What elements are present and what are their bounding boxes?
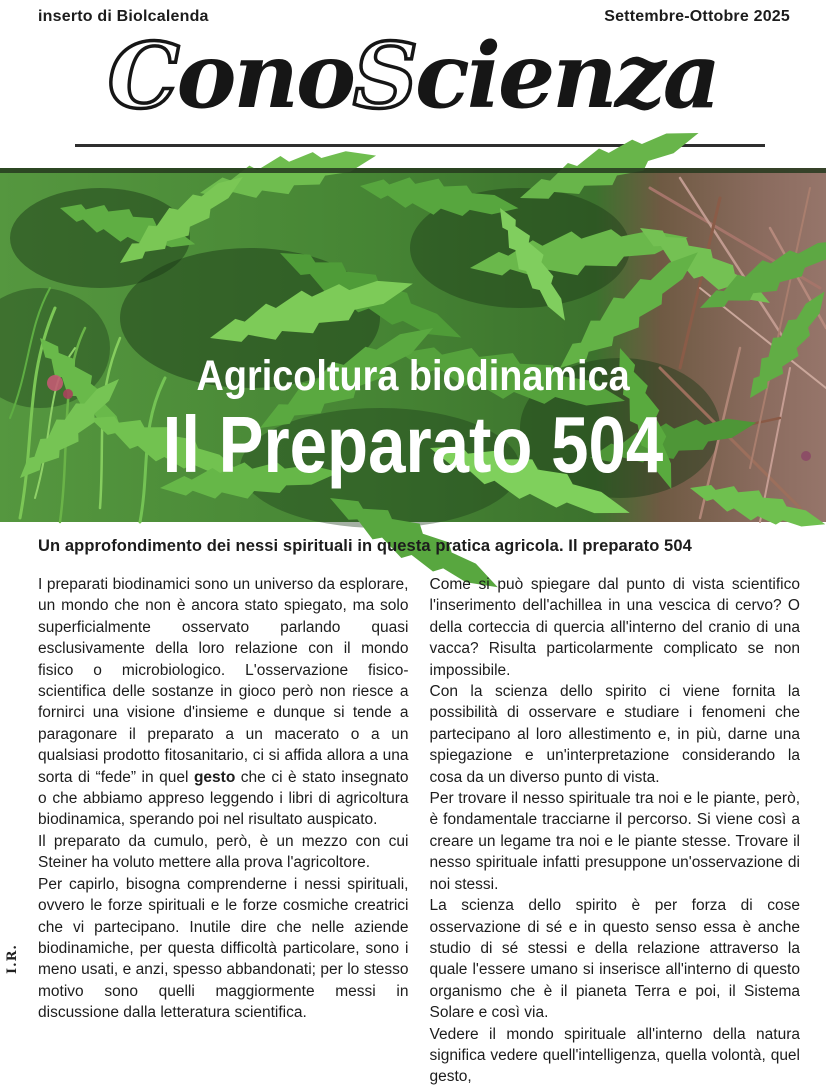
header-insert-label: inserto di Biolcalenda (38, 8, 209, 25)
article-column-right (430, 574, 801, 1088)
side-label: I.R. (5, 944, 20, 974)
article-body (38, 574, 800, 1088)
masthead-letter-outline: S (353, 23, 416, 129)
standfirst: Un approfondimento dei nessi spirituali in questa pratica agricola. Il preparato 504 (38, 537, 692, 555)
article-paragraph: La scienza dello spirito è per forza di cose osservazione di sé e in questo senso essa è anche studio di sé stessi e della relazione attraverso la quale l'essere umano si inserisce all'interno di questo organismo che è il pianeta Terra e poi, il Sistema Solare e così via. (429, 897, 800, 1022)
article-paragraph: Il preparato da cumulo, però, è un mezzo con cui Steiner ha voluto mettere alla prova l'agricoltore. (38, 832, 409, 872)
hero-kicker: Agricoltura biodinamica (196, 352, 630, 400)
article-paragraph: Con la scienza dello spirito ci viene fornita la possibilità di osservare e studiare i fenomeni che partecipano al loro allestimento e, in più, darne una spiegazione e un'interpretazione considerando la cosa da un diverso punto di vista. (429, 683, 800, 786)
article-paragraph: Vedere il mondo spirituale all'interno della natura significa vedere quell'intelligenza, quella volontà, quel gesto, (429, 1025, 800, 1086)
hero-text-overlay (0, 352, 826, 490)
article-paragraph: Per trovare il nesso spirituale tra noi e le piante, però, è fondamentale tracciarne il percorso. Si viene così a creare un legame tra noi e le piante stesse. Trovare il nesso spirituale infatti presuppone un'osservazione di noi stessi. (429, 790, 800, 893)
hero-photo (0, 168, 826, 522)
hero-title-line (0, 400, 826, 490)
article-column-left (38, 574, 409, 1088)
masthead-letter-outline: C (107, 23, 177, 129)
article-paragraph: I preparati biodinamici sono un universo da esplorare, un mondo che non è ancora stato spiegato, ma solo superficialmente osservato parlando quasi esclusivamente della loro relazione con il mondo fisico o microbiologico. L'osservazione fisico-scientifica delle sostanze in gioco però non riesce a fornirci una visione d'insieme e dunque si tende a paragonare il preparato a un macerato o a un qualsiasi prodotto fitosanitario, ci si affida allora a una sorta di “fede” in quel gesto che ci è stato insegnato o che abbiamo appreso leggendo i libri di agricoltura biodinamica, sperando poi nel risultato auspicato. (38, 576, 409, 829)
header-issue-date: Settembre-Ottobre 2025 (604, 8, 790, 25)
article-paragraph: Come si può spiegare dal punto di vista scientifico l'inserimento dell'achillea in una vescica di cervo? O della corteccia di quercia all'interno del cranio di una vacca? Risulta particolarmente complicato se non impossibile. (429, 576, 800, 679)
article-paragraph: Per capirlo, bisogna comprenderne i nessi spirituali, ovvero le forze spirituali e le forze cosmiche creatrici che vi partecipano. Inutile dire che nelle aziende biodinamiche, per questa difficoltà particolare, sono i meno usati, e anzi, spesso abbandonati; per lo stesso motivo sono quelli maggiormente messi in discussione dalla letteratura scientifica. (38, 875, 409, 1022)
masthead-logo (0, 22, 826, 130)
hero-kicker-line (0, 354, 826, 399)
masthead-letter-solid: ono (176, 23, 354, 129)
hero-title: Il Preparato 504 (162, 400, 664, 490)
masthead-letter-solid: cienza (415, 23, 719, 129)
